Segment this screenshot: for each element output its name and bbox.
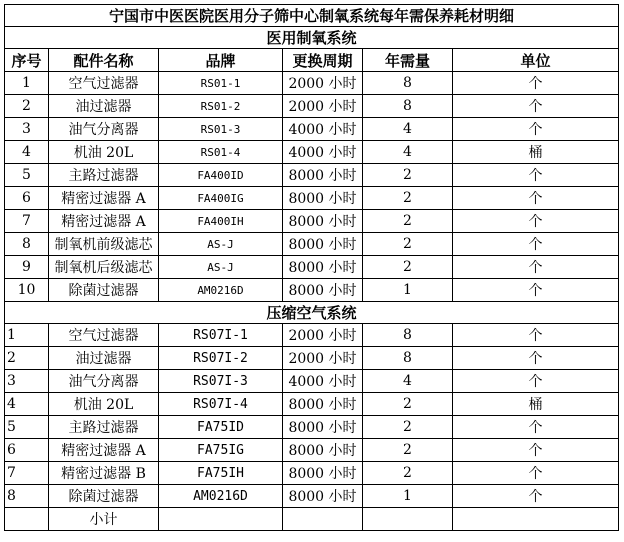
cell-annual-qty: 1 [363, 485, 453, 508]
cell-interval: 8000 小时 [283, 439, 363, 462]
cell-interval: 8000 小时 [283, 210, 363, 233]
table-row [5, 485, 619, 508]
cell-part-name: 油气分离器 [49, 118, 159, 141]
cell-part-name: 制氧机后级滤芯 [49, 256, 159, 279]
cell-brand: FA75IG [159, 439, 283, 462]
cell-annual-qty: 4 [363, 370, 453, 393]
cell-interval: 2000 小时 [283, 347, 363, 370]
cell-unit: 个 [453, 72, 619, 95]
header-unit: 单位 [453, 49, 619, 72]
cell-interval: 8000 小时 [283, 233, 363, 256]
table-row [5, 324, 619, 347]
table-row [5, 370, 619, 393]
cell-brand: FA75ID [159, 416, 283, 439]
cell-interval: 2000 小时 [283, 95, 363, 118]
cell-index: 4 [5, 393, 49, 416]
cell-index: 5 [5, 164, 49, 187]
consumables-table [4, 4, 619, 531]
cell-annual-qty: 1 [363, 279, 453, 302]
document-title: 宁国市中医医院医用分子筛中心制氧系统每年需保养耗材明细 [5, 5, 619, 27]
cell-part-name: 除菌过滤器 [49, 279, 159, 302]
cell-brand: RS01-3 [159, 118, 283, 141]
subtotal-empty-cell [159, 508, 283, 531]
cell-annual-qty: 4 [363, 118, 453, 141]
cell-interval: 2000 小时 [283, 72, 363, 95]
header-part-name: 配件名称 [49, 49, 159, 72]
cell-unit: 个 [453, 164, 619, 187]
cell-part-name: 精密过滤器 A [49, 187, 159, 210]
cell-unit: 个 [453, 324, 619, 347]
cell-interval: 8000 小时 [283, 416, 363, 439]
cell-brand: AS-J [159, 233, 283, 256]
subtotal-row [5, 508, 619, 531]
cell-unit: 个 [453, 95, 619, 118]
header-interval: 更换周期 [283, 49, 363, 72]
cell-unit: 个 [453, 347, 619, 370]
cell-annual-qty: 2 [363, 393, 453, 416]
subtotal-empty-cell [453, 508, 619, 531]
cell-interval: 2000 小时 [283, 324, 363, 347]
cell-unit: 个 [453, 370, 619, 393]
cell-part-name: 制氧机前级滤芯 [49, 233, 159, 256]
cell-index: 7 [5, 462, 49, 485]
section-title-oxygen: 医用制氧系统 [5, 27, 619, 49]
cell-annual-qty: 2 [363, 439, 453, 462]
table-row [5, 95, 619, 118]
cell-interval: 4000 小时 [283, 141, 363, 164]
table-row [5, 210, 619, 233]
cell-brand: RS07I-1 [159, 324, 283, 347]
cell-index: 2 [5, 95, 49, 118]
cell-brand: RS01-1 [159, 72, 283, 95]
cell-interval: 8000 小时 [283, 279, 363, 302]
cell-index: 6 [5, 439, 49, 462]
cell-unit: 个 [453, 256, 619, 279]
header-index: 序号 [5, 49, 49, 72]
cell-index: 7 [5, 210, 49, 233]
cell-brand: RS07I-4 [159, 393, 283, 416]
cell-annual-qty: 2 [363, 164, 453, 187]
table-row [5, 141, 619, 164]
cell-annual-qty: 2 [363, 210, 453, 233]
cell-annual-qty: 8 [363, 72, 453, 95]
section-title-compressed-air: 压缩空气系统 [5, 302, 619, 324]
cell-brand: FA75IH [159, 462, 283, 485]
cell-unit: 个 [453, 416, 619, 439]
table-row [5, 462, 619, 485]
cell-index: 3 [5, 118, 49, 141]
subtotal-label: 小计 [49, 508, 159, 531]
cell-interval: 8000 小时 [283, 256, 363, 279]
cell-annual-qty: 8 [363, 95, 453, 118]
table-row [5, 118, 619, 141]
cell-interval: 8000 小时 [283, 187, 363, 210]
table-row [5, 72, 619, 95]
cell-index: 8 [5, 485, 49, 508]
cell-brand: AM0216D [159, 279, 283, 302]
cell-interval: 4000 小时 [283, 118, 363, 141]
cell-part-name: 精密过滤器 B [49, 462, 159, 485]
cell-unit: 个 [453, 187, 619, 210]
cell-brand: RS07I-3 [159, 370, 283, 393]
cell-index: 10 [5, 279, 49, 302]
cell-interval: 4000 小时 [283, 370, 363, 393]
header-brand: 品牌 [159, 49, 283, 72]
cell-unit: 个 [453, 439, 619, 462]
cell-brand: RS01-4 [159, 141, 283, 164]
cell-unit: 桶 [453, 393, 619, 416]
cell-unit: 个 [453, 462, 619, 485]
cell-part-name: 机油 20L [49, 393, 159, 416]
table-row [5, 416, 619, 439]
cell-index: 4 [5, 141, 49, 164]
cell-index: 5 [5, 416, 49, 439]
cell-annual-qty: 2 [363, 233, 453, 256]
cell-index: 3 [5, 370, 49, 393]
table-row [5, 279, 619, 302]
cell-brand: AM0216D [159, 485, 283, 508]
header-row [5, 49, 619, 72]
table-row [5, 256, 619, 279]
cell-part-name: 主路过滤器 [49, 164, 159, 187]
cell-interval: 8000 小时 [283, 485, 363, 508]
cell-index: 2 [5, 347, 49, 370]
cell-brand: RS01-2 [159, 95, 283, 118]
table-row [5, 233, 619, 256]
cell-brand: FA400IH [159, 210, 283, 233]
cell-unit: 个 [453, 485, 619, 508]
cell-part-name: 空气过滤器 [49, 324, 159, 347]
cell-part-name: 除菌过滤器 [49, 485, 159, 508]
cell-unit: 个 [453, 210, 619, 233]
table-row [5, 187, 619, 210]
cell-brand: FA400IG [159, 187, 283, 210]
table-row [5, 439, 619, 462]
cell-brand: RS07I-2 [159, 347, 283, 370]
cell-part-name: 油过滤器 [49, 347, 159, 370]
table-row [5, 393, 619, 416]
cell-index: 8 [5, 233, 49, 256]
cell-interval: 8000 小时 [283, 462, 363, 485]
cell-part-name: 机油 20L [49, 141, 159, 164]
cell-unit: 桶 [453, 141, 619, 164]
cell-part-name: 精密过滤器 A [49, 439, 159, 462]
cell-interval: 8000 小时 [283, 164, 363, 187]
subtotal-empty-cell [5, 508, 49, 531]
cell-part-name: 主路过滤器 [49, 416, 159, 439]
cell-part-name: 空气过滤器 [49, 72, 159, 95]
table-row [5, 347, 619, 370]
cell-index: 1 [5, 72, 49, 95]
subtotal-empty-cell [283, 508, 363, 531]
cell-index: 6 [5, 187, 49, 210]
cell-annual-qty: 2 [363, 256, 453, 279]
cell-annual-qty: 8 [363, 324, 453, 347]
cell-part-name: 油气分离器 [49, 370, 159, 393]
cell-unit: 个 [453, 279, 619, 302]
cell-part-name: 油过滤器 [49, 95, 159, 118]
cell-part-name: 精密过滤器 A [49, 210, 159, 233]
cell-index: 9 [5, 256, 49, 279]
cell-unit: 个 [453, 233, 619, 256]
cell-interval: 8000 小时 [283, 393, 363, 416]
cell-annual-qty: 8 [363, 347, 453, 370]
cell-annual-qty: 4 [363, 141, 453, 164]
cell-brand: AS-J [159, 256, 283, 279]
cell-unit: 个 [453, 118, 619, 141]
cell-index: 1 [5, 324, 49, 347]
cell-annual-qty: 2 [363, 462, 453, 485]
cell-brand: FA400ID [159, 164, 283, 187]
cell-annual-qty: 2 [363, 416, 453, 439]
cell-annual-qty: 2 [363, 187, 453, 210]
subtotal-empty-cell [363, 508, 453, 531]
table-row [5, 164, 619, 187]
header-annual-qty: 年需量 [363, 49, 453, 72]
